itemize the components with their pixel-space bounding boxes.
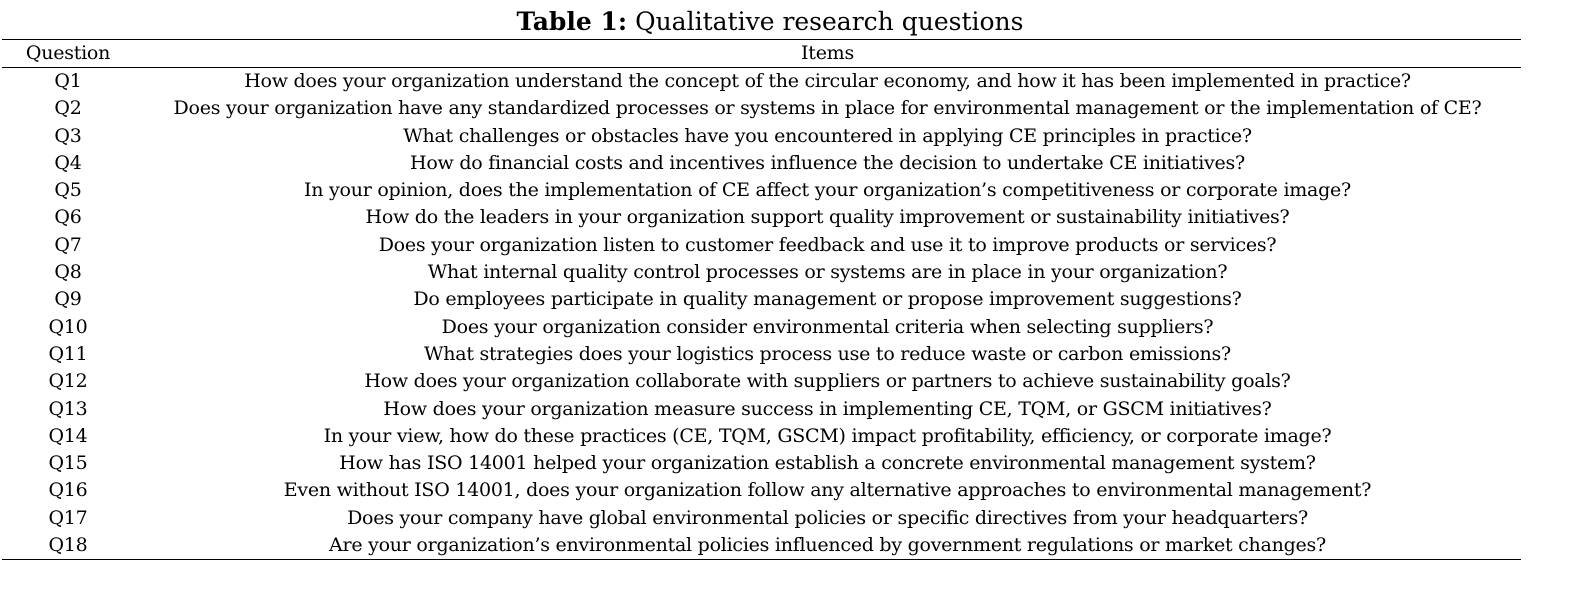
question-id: Q17	[48, 506, 88, 529]
question-text: Do employees participate in quality management or propose improvement suggestions?	[413, 288, 1242, 311]
table-row	[2, 177, 1521, 204]
table-row	[2, 95, 1521, 122]
question-text: Does your organization consider environmental criteria when selecting suppliers?	[441, 315, 1214, 338]
question-text: What internal quality control processes or systems are in place in your organization?	[427, 261, 1228, 284]
table-row	[2, 505, 1521, 532]
question-text: Does your organization listen to customer feedback and use it to improve products or services?	[378, 233, 1277, 256]
question-text: What challenges or obstacles have you encountered in applying CE principles in practice?	[403, 124, 1252, 147]
question-id: Q13	[48, 397, 88, 420]
table-row	[2, 286, 1521, 313]
question-text: How has ISO 14001 helped your organization establish a concrete environmental management system?	[339, 452, 1316, 475]
table-body	[2, 68, 1521, 560]
question-text: How does your organization understand the concept of the circular economy, and how it has been implemented in practice?	[244, 70, 1411, 92]
question-id: Q1	[54, 70, 82, 92]
table-row	[2, 396, 1521, 423]
question-text: Are your organization’s environmental policies influenced by government regulations or market changes?	[329, 534, 1326, 557]
table-row	[2, 232, 1521, 259]
question-id: Q7	[54, 233, 82, 256]
question-text: In your opinion, does the implementation of CE affect your organization’s competitiveness or corporate image?	[304, 179, 1351, 202]
question-id: Q12	[48, 370, 88, 393]
table-row	[2, 341, 1521, 368]
table-caption-label: Table 1:	[516, 7, 628, 36]
table-caption-text: Qualitative research questions	[627, 7, 1024, 36]
question-text: How do the leaders in your organization support quality improvement or sustainability initiatives?	[365, 206, 1290, 229]
table-row	[2, 450, 1521, 477]
question-id: Q8	[54, 261, 82, 284]
question-id: Q16	[48, 479, 88, 502]
question-text: Does your company have global environmental policies or specific directives from your headquarters?	[347, 506, 1308, 529]
table-row	[2, 532, 1521, 560]
table-row	[2, 368, 1521, 395]
header-question: Question	[25, 42, 111, 64]
table-row	[2, 204, 1521, 231]
question-id: Q5	[54, 179, 82, 202]
question-id: Q2	[54, 97, 82, 120]
question-id: Q4	[54, 151, 82, 174]
question-id: Q11	[48, 342, 88, 365]
question-id: Q15	[48, 452, 88, 475]
question-text: How does your organization measure success in implementing CE, TQM, or GSCM initiatives?	[383, 397, 1272, 420]
question-text: Even without ISO 14001, does your organization follow any alternative approaches to environmental management?	[283, 479, 1372, 502]
table-row	[2, 259, 1521, 286]
question-text: Does your organization have any standardized processes or systems in place for environmental management or the implementation of CE?	[173, 97, 1482, 120]
question-id: Q6	[54, 206, 82, 229]
question-text: In your view, how do these practices (CE, TQM, GSCM) impact profitability, efficiency, or corporate image?	[323, 424, 1332, 447]
table-header-row	[2, 40, 1521, 68]
table-caption	[0, 6, 1540, 38]
table-row	[2, 477, 1521, 504]
question-id: Q10	[48, 315, 88, 338]
question-text: How does your organization collaborate with suppliers or partners to achieve sustainability goals?	[364, 370, 1291, 393]
question-text: What strategies does your logistics process use to reduce waste or carbon emissions?	[424, 342, 1231, 365]
question-id: Q3	[54, 124, 82, 147]
header-items: Items	[801, 42, 854, 64]
table-row	[2, 123, 1521, 150]
question-id: Q18	[48, 534, 88, 557]
table-row	[2, 314, 1521, 341]
questions-table	[2, 39, 1521, 560]
question-id: Q9	[54, 288, 82, 311]
table-row	[2, 150, 1521, 177]
table-row	[2, 423, 1521, 450]
question-id: Q14	[48, 424, 88, 447]
table-row	[2, 68, 1521, 96]
question-text: How do financial costs and incentives influence the decision to undertake CE initiatives?	[410, 151, 1245, 174]
